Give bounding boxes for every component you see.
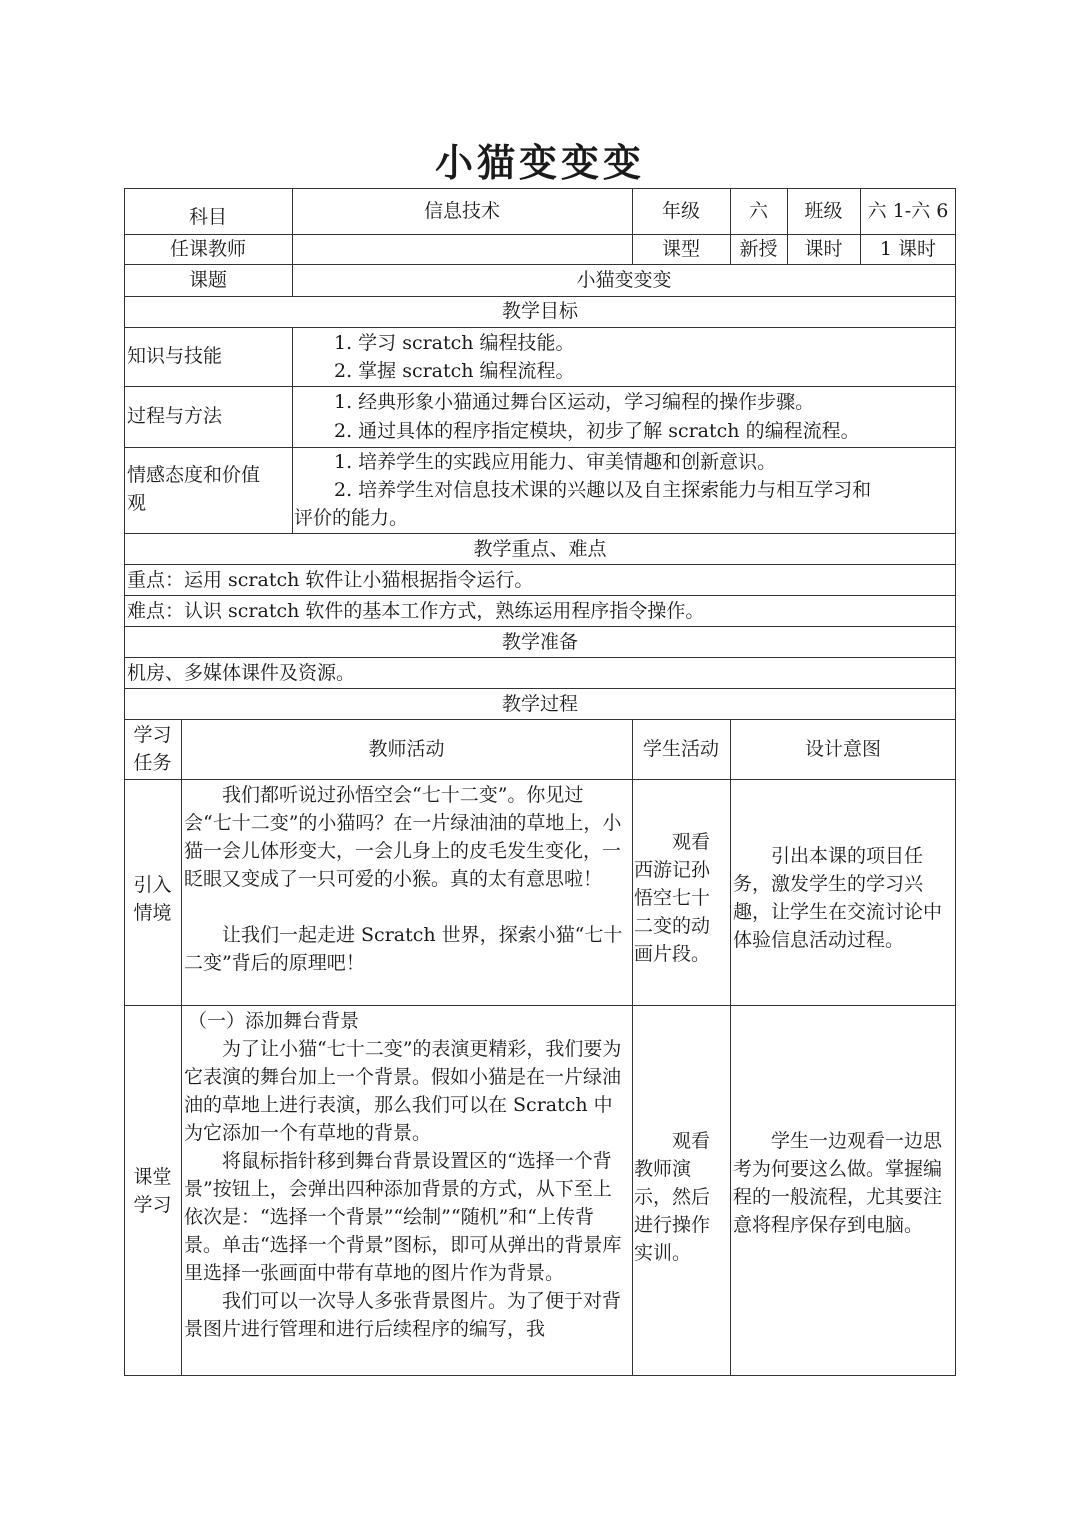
- divider: [124, 327, 956, 328]
- row1-intent-text: 引出本课的项目任务，激发学生的学习兴趣，让学生在交流讨论中体验信息活动过程。: [733, 845, 943, 951]
- row1-teacher-activity: [184, 781, 630, 977]
- divider: [124, 264, 956, 265]
- divider: [292, 327, 293, 533]
- knowledge-item: 2. 掌握 scratch 编程流程。: [334, 360, 575, 382]
- knowledge-label: 知识与技能: [127, 345, 223, 367]
- emotion-label-cont: 观: [127, 492, 147, 514]
- row1-task: 引入: [133, 874, 172, 896]
- divider: [124, 533, 956, 534]
- topic-label: 课题: [188, 269, 227, 291]
- row2-task: 课堂: [133, 1166, 172, 1188]
- row2-teacher-p1: 为了让小猫“七十二变”的表演更精彩，我们要为它表演的舞台加上一个背景。假如小猫是在一片绿油油的草地上进行表演，那么我们可以在 Scratch 中为它添加一个有草地的背景。: [184, 1038, 622, 1144]
- keypoints-header: 教学重点、难点: [473, 538, 607, 560]
- process-item: 1. 经典形象小猫通过舞台区运动，学习编程的操作步骤。: [334, 391, 815, 413]
- divider: [124, 779, 956, 780]
- row2-intent-text: 学生一边观看一边思考为何要这么做。掌握编程的一般流程，尤其要注意将程序保存到电脑。: [733, 1130, 943, 1236]
- row2-teacher-activity: [184, 1007, 630, 1373]
- process-header: 教学过程: [501, 693, 578, 715]
- difficulty-text: 难点：认识 scratch 软件的基本工作方式，熟练运用程序指令操作。: [127, 600, 705, 622]
- hours-label: 课时: [804, 238, 843, 260]
- row1-student-activity: [634, 828, 728, 968]
- class-label: 班级: [804, 200, 843, 222]
- preparation-text: 机房、多媒体课件及资源。: [127, 662, 356, 684]
- emotion-label: 情感态度和价值: [127, 464, 261, 486]
- row1-teacher-p2: 让我们一起走进 Scratch 世界，探索小猫“七十二变”背后的原理吧！: [184, 924, 623, 974]
- row2-teacher-heading: （一）添加舞台背景: [188, 1010, 360, 1032]
- row2-design-intent: [733, 1127, 953, 1239]
- row2-teacher-p2: 将鼠标指针移到舞台背景设置区的“选择一个背景”按钮上，会弹出四种添加背景的方式，从下至上依次是：“选择一个背景”“绘制”“随机”和“上传背景。单击“选择一个背景”图标，即可从弹出的背景库里选择一张画面中带有草地的图片作为背景。: [184, 1150, 622, 1284]
- divider: [730, 719, 731, 1376]
- emotion-item: 2. 培养学生对信息技术课的兴趣以及自主探索能力与相互学习和: [334, 479, 872, 501]
- hours-value: 1 课时: [879, 238, 937, 260]
- col-task-header: 学习: [133, 724, 172, 746]
- col-intent-header: 设计意图: [804, 738, 881, 760]
- class-value: 六 1-六 6: [867, 200, 949, 222]
- row2-task-cont: 学习: [133, 1194, 172, 1216]
- row1-teacher-p1: 我们都听说过孙悟空会“七十二变”。你见过会“七十二变”的小猫吗？在一片绿油油的草地上，小猫一会儿体形变大，一会儿身上的皮毛发生变化，一眨眼又变成了一只可爱的小猴。真的太有意思啦！: [184, 784, 622, 890]
- divider: [124, 657, 956, 658]
- focus-text: 重点：运用 scratch 软件让小猫根据指令运行。: [127, 569, 534, 591]
- process-item: 2. 通过具体的程序指定模块，初步了解 scratch 的编程流程。: [334, 420, 860, 442]
- grade-label: 年级: [661, 200, 700, 222]
- divider: [124, 688, 956, 689]
- divider: [181, 719, 182, 1376]
- knowledge-item: 1. 学习 scratch 编程技能。: [334, 332, 575, 354]
- emotion-item-cont: 评价的能力。: [294, 507, 409, 529]
- row1-task-cont: 情境: [133, 902, 172, 924]
- divider: [124, 595, 956, 596]
- process-label: 过程与方法: [127, 405, 223, 427]
- subject-label: 科目: [188, 206, 227, 228]
- teacher-label: 任课教师: [169, 238, 246, 260]
- col-task-header-cont: 任务: [133, 752, 172, 774]
- type-label: 课型: [661, 238, 700, 260]
- subject-value: 信息技术: [423, 200, 500, 222]
- divider: [632, 719, 633, 1376]
- row1-student-text: 观看西游记孙悟空七十二变的动画片段。: [634, 831, 711, 965]
- topic-value: 小猫变变变: [576, 269, 672, 291]
- preparation-header: 教学准备: [501, 631, 578, 653]
- objectives-header: 教学目标: [501, 300, 578, 322]
- row1-design-intent: [733, 842, 953, 954]
- col-student-header: 学生活动: [642, 738, 719, 760]
- divider: [124, 564, 956, 565]
- page-title: 小猫变变变: [434, 140, 645, 185]
- grade-value: 六: [748, 200, 768, 222]
- divider: [124, 386, 956, 387]
- emotion-item: 1. 培养学生的实践应用能力、审美情趣和创新意识。: [334, 451, 777, 473]
- row2-student-activity: [634, 1127, 728, 1267]
- divider: [124, 626, 956, 627]
- row2-student-text: 观看教师演示，然后进行操作实训。: [634, 1130, 711, 1264]
- divider: [124, 1005, 956, 1006]
- row2-teacher-p3: 我们可以一次导人多张背景图片。为了便于对背景图片进行管理和进行后续程序的编写，我: [184, 1290, 622, 1340]
- divider: [124, 719, 956, 720]
- col-teacher-header: 教师活动: [368, 738, 445, 760]
- type-value: 新授: [739, 238, 778, 260]
